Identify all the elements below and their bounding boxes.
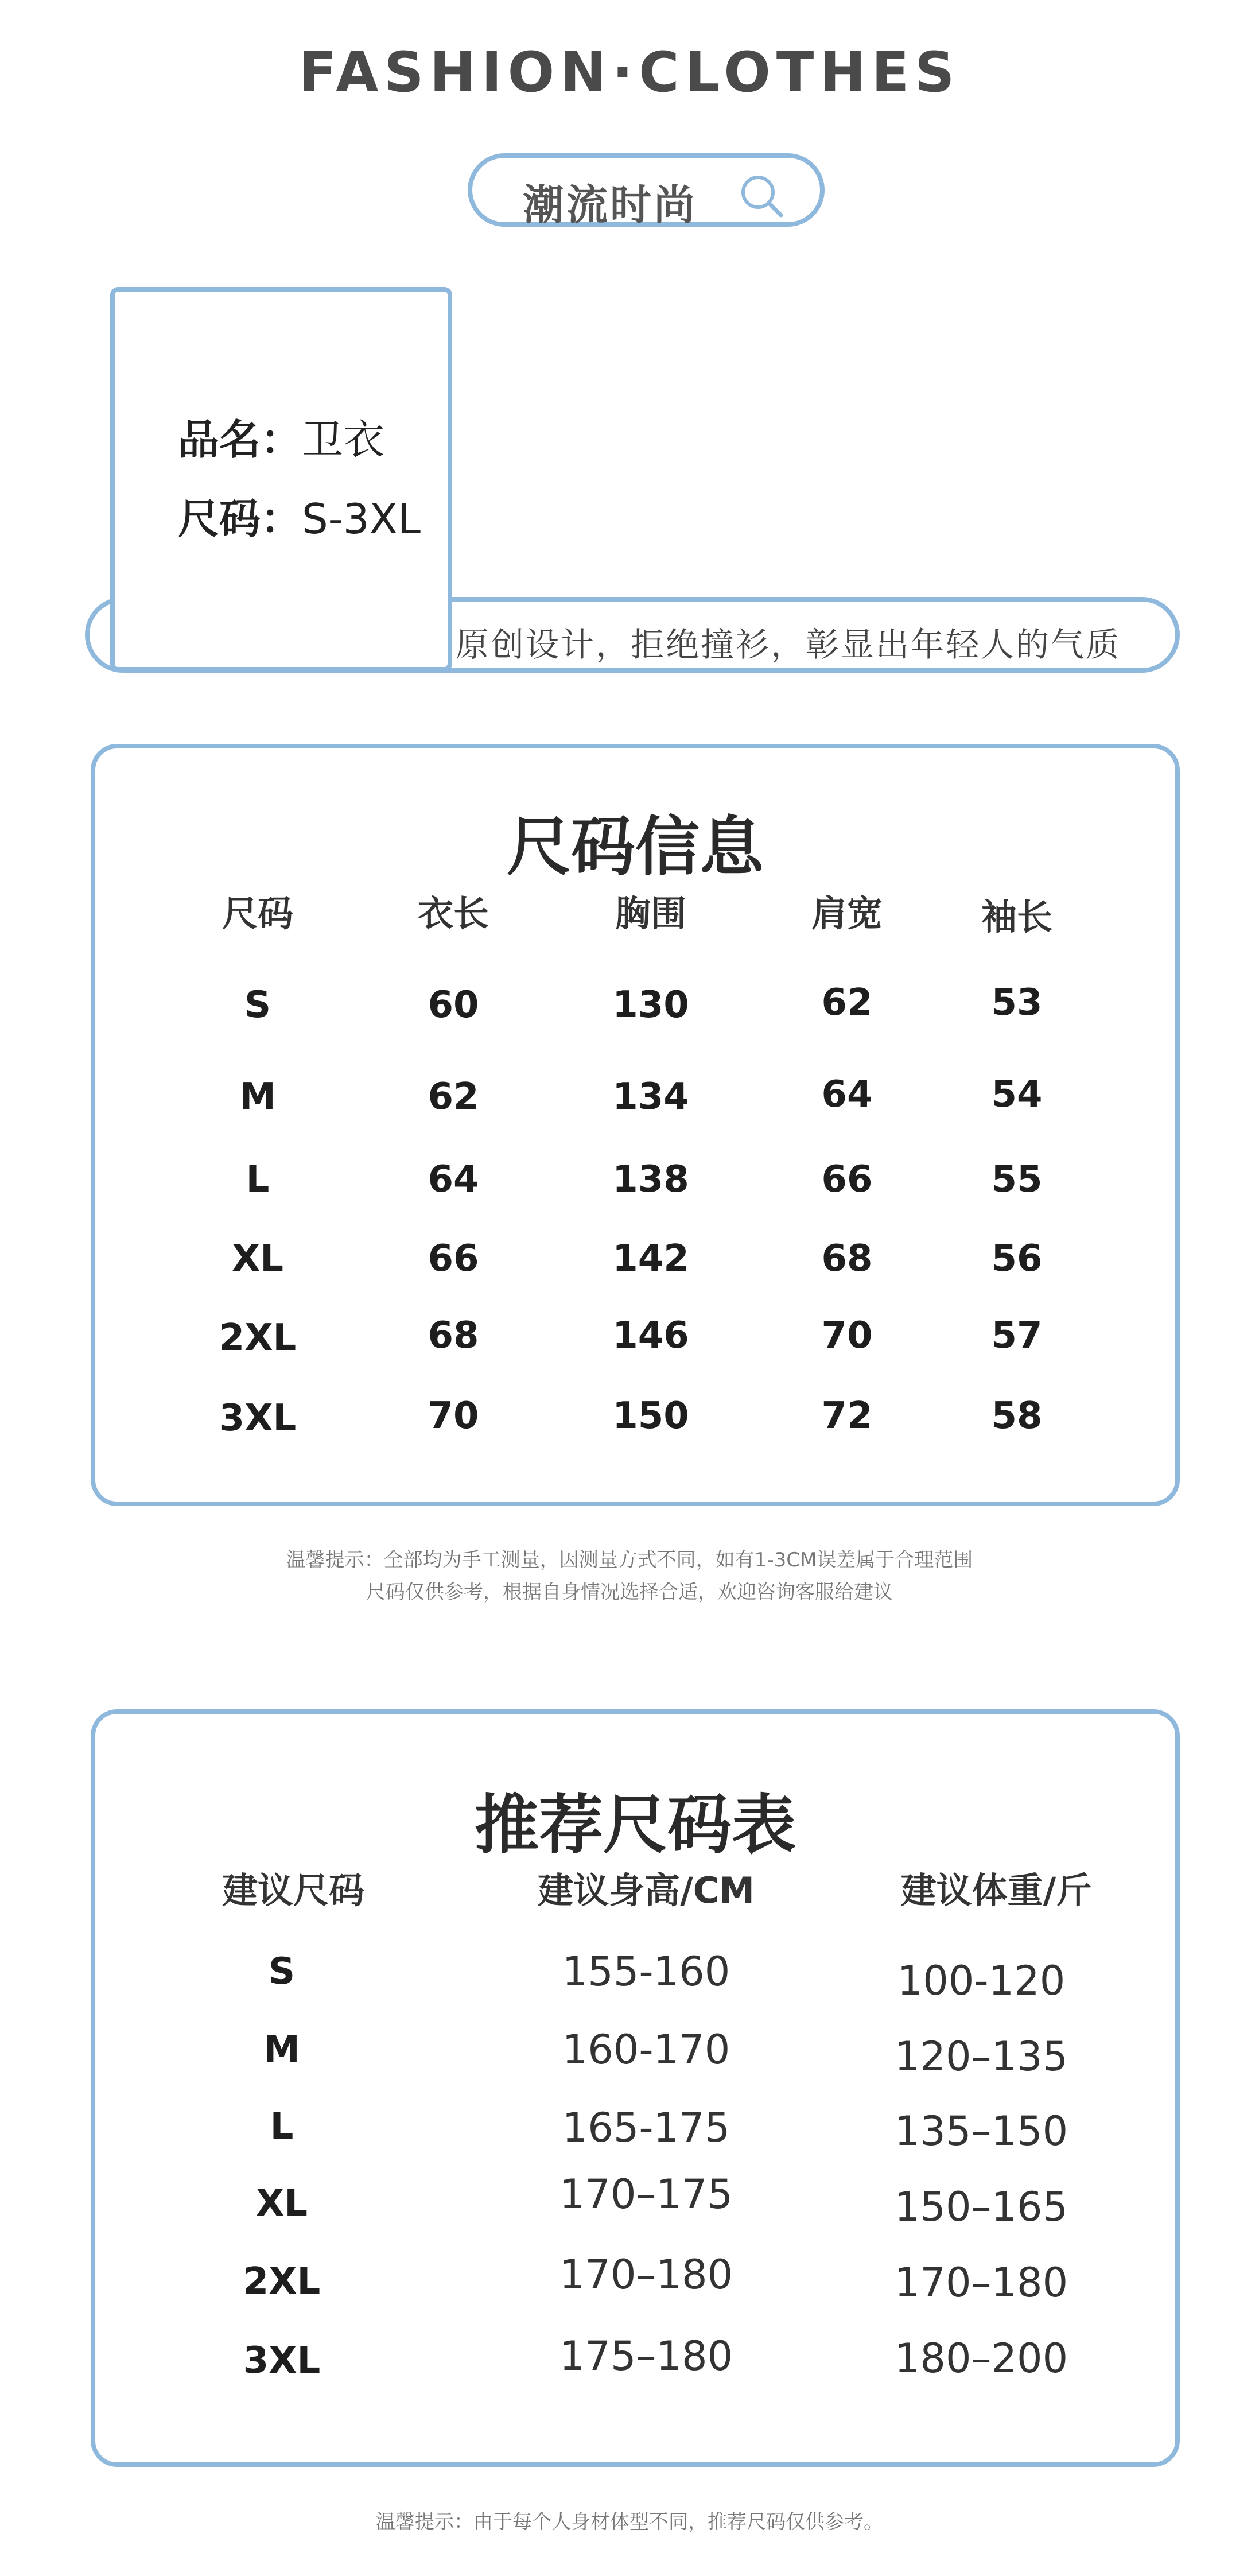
table-cell: M — [239, 1076, 276, 1118]
table-cell: 142 — [612, 1237, 689, 1280]
table-cell: 130 — [612, 984, 689, 1026]
table-cell: 100-120 — [897, 1957, 1066, 2004]
table-cell: 70 — [428, 1395, 479, 1437]
table-cell: 3XL — [219, 1397, 297, 1440]
table-cell: 62 — [428, 1076, 479, 1118]
table-cell: 62 — [821, 981, 873, 1024]
table-cell: 135–150 — [894, 2108, 1068, 2155]
recommend-size-card — [91, 1709, 1180, 2467]
product-size-label: 尺码： — [178, 495, 302, 543]
product-description: 原创设计，拒绝撞衫，彰显出年轻人的气质 — [456, 625, 1121, 664]
table-cell: 175–180 — [559, 2333, 733, 2380]
table-cell: 68 — [428, 1314, 479, 1357]
table-cell: 70 — [821, 1314, 873, 1357]
product-name-label: 品名： — [178, 416, 302, 464]
table-cell: XL — [255, 2182, 308, 2225]
product-name-row — [178, 406, 384, 466]
size-header: 尺码 — [222, 893, 294, 934]
recommend-title: 推荐尺码表 — [475, 1788, 796, 1863]
length-header: 衣长 — [417, 893, 489, 934]
table-cell: 55 — [991, 1158, 1043, 1201]
shoulder-header: 肩宽 — [811, 893, 883, 934]
table-cell: S — [268, 1950, 296, 1993]
size-note-line2: 尺码仅供参考，根据自身情况选择合适，欢迎咨询客服给建议 — [366, 1581, 893, 1604]
product-info-box — [110, 287, 452, 672]
table-cell: 150 — [612, 1395, 689, 1437]
table-cell: 2XL — [219, 1317, 297, 1359]
table-cell: 68 — [821, 1237, 873, 1280]
table-cell: 56 — [991, 1237, 1043, 1280]
size-info-title: 尺码信息 — [507, 810, 764, 884]
table-cell: 150–165 — [894, 2183, 1068, 2230]
recommend-note: 温馨提示：由于每个人身材体型不同，推荐尺码仅供参考。 — [376, 2511, 883, 2534]
table-cell: 160-170 — [562, 2026, 730, 2073]
table-cell: 155-160 — [562, 1948, 730, 1995]
chest-header: 胸围 — [615, 893, 687, 934]
recommend-weight-header: 建议体重/斤 — [900, 1869, 1092, 1911]
table-cell: XL — [231, 1237, 284, 1280]
fashion-tag-pill — [468, 153, 825, 227]
table-cell: 2XL — [243, 2260, 321, 2303]
table-cell: 60 — [428, 984, 479, 1026]
table-cell: 53 — [991, 981, 1043, 1024]
table-cell: 138 — [612, 1158, 689, 1201]
table-cell: 170–180 — [894, 2259, 1068, 2306]
table-cell: L — [270, 2105, 294, 2148]
search-icon — [737, 172, 786, 220]
table-cell: 120–135 — [894, 2033, 1068, 2080]
product-size-value: S-3XL — [302, 495, 421, 543]
table-cell: 64 — [428, 1158, 479, 1201]
table-cell: 66 — [821, 1158, 873, 1201]
recommend-height-header: 建议身高/CM — [538, 1869, 755, 1911]
table-cell: 66 — [428, 1237, 479, 1280]
sleeve-header: 袖长 — [981, 896, 1053, 938]
table-cell: 72 — [821, 1395, 873, 1437]
table-cell: 170–180 — [559, 2251, 733, 2298]
table-cell: 146 — [612, 1314, 689, 1357]
table-cell: 57 — [991, 1314, 1043, 1357]
table-cell: 134 — [612, 1076, 689, 1118]
fashion-tag-label: 潮流时尚 — [523, 181, 698, 229]
size-info-card — [91, 744, 1180, 1506]
table-cell: 180–200 — [894, 2335, 1068, 2382]
table-cell: 64 — [821, 1073, 873, 1116]
recommend-size-header: 建议尺码 — [222, 1869, 365, 1911]
table-cell: L — [246, 1158, 270, 1201]
table-cell: 165-175 — [562, 2104, 730, 2151]
table-cell: 54 — [991, 1073, 1043, 1116]
table-cell: S — [244, 984, 271, 1026]
table-cell: 170–175 — [559, 2171, 733, 2218]
product-name-value: 卫衣 — [302, 416, 385, 464]
brand-title: FASHION·CLOTHES — [298, 40, 961, 104]
product-size-row — [178, 486, 421, 545]
table-cell: M — [263, 2028, 300, 2071]
table-cell: 3XL — [243, 2340, 321, 2382]
size-note-line1: 温馨提示：全部均为手工测量，因测量方式不同，如有1-3CM误差属于合理范围 — [286, 1549, 973, 1572]
table-cell: 58 — [991, 1395, 1043, 1437]
